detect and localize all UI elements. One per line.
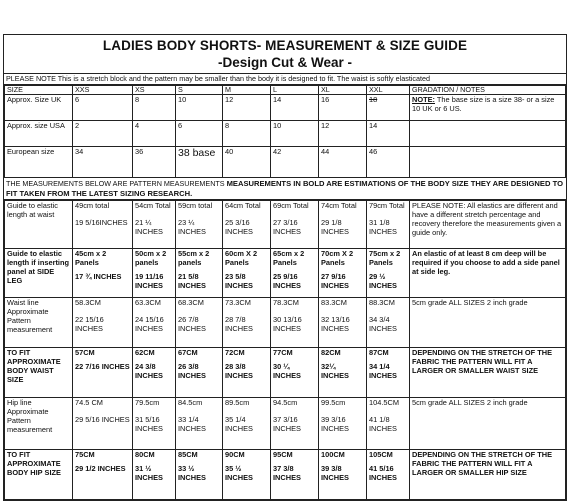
size-guide-sheet xyxy=(3,34,567,501)
note-label: NOTE: xyxy=(412,95,435,104)
row-label: Approx. Size UK xyxy=(5,95,73,121)
header-s: S xyxy=(176,86,223,95)
measurement-cell xyxy=(176,298,223,348)
measurement-cm: 64cm Total xyxy=(225,201,261,210)
measurement-cell xyxy=(367,348,410,398)
measurement-cell xyxy=(271,450,319,500)
measurement-cell xyxy=(133,450,176,500)
measurement-cell xyxy=(319,298,367,348)
measurement-note: DEPENDING ON THE STRETCH OF THE FABRIC THE PATTERN WILL FIT A LARGER OR SMALLER WAIST SIZE xyxy=(410,348,566,398)
measurement-inches: 21 5/8 INCHES xyxy=(178,272,206,290)
measurement-cell xyxy=(223,201,271,249)
measurement-cm: 72CM xyxy=(225,348,245,357)
measurement-cell xyxy=(367,398,410,450)
measurement-inches: 21 ¼ INCHES xyxy=(135,218,163,236)
measurement-cell xyxy=(73,450,133,500)
measurement-cell xyxy=(133,348,176,398)
size-cell: 14 xyxy=(271,95,319,121)
measurement-cell xyxy=(73,201,133,249)
measurement-inches: 33 1/4 INCHES xyxy=(178,415,206,433)
measurement-cm: 95CM xyxy=(273,450,293,459)
measurement-inches: 33 ½ INCHES xyxy=(178,464,206,482)
measurement-inches: 17 ¾ INCHES xyxy=(75,272,122,281)
measurement-label: Guide to elastic length at waist xyxy=(5,201,73,249)
size-cell: 36 xyxy=(133,147,176,178)
measurement-inches: 19 11/16 INCHES xyxy=(135,272,164,290)
measurement-cell xyxy=(176,249,223,298)
measurement-inches: 35 1/4 INCHES xyxy=(225,415,253,433)
size-cell: 10 xyxy=(176,95,223,121)
measurement-cell xyxy=(271,348,319,398)
note-text: The base size is a size 38- or a size 10 UK or 6 US. xyxy=(412,95,555,113)
measurement-inches: 26 3/8 INCHES xyxy=(178,362,206,380)
measurement-cm: 80CM xyxy=(135,450,155,459)
size-cell: 42 xyxy=(271,147,319,178)
measurement-inches: 35 ½ INCHES xyxy=(225,464,253,482)
please-note: PLEASE NOTE This is a stretch block and the pattern may be smaller than the body it is designed to fit. The waist is softly elasticated xyxy=(4,74,566,85)
document-subtitle: -Design Cut & Wear - xyxy=(217,55,352,70)
measurement-inches: 23 ¼ INCHES xyxy=(178,218,206,236)
measurement-label: Guide to elastic length if inserting panel at SIDE LEG xyxy=(5,249,73,298)
measurement-cell xyxy=(271,201,319,249)
measurement-inches: 25 3/16 INCHES xyxy=(225,218,253,236)
size-cell: 46 xyxy=(367,147,410,178)
measurement-cm: 75cm x 2 Panels xyxy=(369,249,401,267)
measurement-inches: 30 13/16 INCHES xyxy=(273,315,302,333)
size-cell: 6 xyxy=(73,95,133,121)
measurement-inches: 28 7/8 INCHES xyxy=(225,315,253,333)
measurement-cm: 84.5cm xyxy=(178,398,203,407)
size-header-row xyxy=(5,86,566,95)
measurement-cell xyxy=(271,249,319,298)
measurements-table xyxy=(4,200,566,500)
measurement-cm: 74cm Total xyxy=(321,201,357,210)
measurement-note: DEPENDING ON THE STRETCH OF THE FABRIC THE PATTERN WILL FIT A LARGER OR SMALLER HIP SIZE xyxy=(410,450,566,500)
measurement-cell xyxy=(133,398,176,450)
measurement-label: Hip line Approximate Pattern measurement xyxy=(5,398,73,450)
measurement-inches: 31 ½ INCHES xyxy=(135,464,163,482)
measurement-inches: 37 3/16 INCHES xyxy=(273,415,301,433)
measurement-cell xyxy=(176,450,223,500)
size-note xyxy=(410,121,566,147)
measurements-banner xyxy=(4,178,566,200)
header-xs: XS xyxy=(133,86,176,95)
size-note xyxy=(410,95,566,121)
measurement-note: PLEASE NOTE: All elastics are different and have a different stretch percentage and recovery therefore the measurements given a guide only. xyxy=(410,201,566,249)
header-xl: XL xyxy=(319,86,367,95)
measurement-cm: 104.5CM xyxy=(369,398,399,407)
measurement-cell xyxy=(319,450,367,500)
measurement-cell xyxy=(319,201,367,249)
measurement-cm: 99.5cm xyxy=(321,398,346,407)
measurement-row xyxy=(5,450,566,500)
measurement-cm: 87CM xyxy=(369,348,389,357)
size-note xyxy=(410,147,566,178)
measurement-inches: 39 3/8 INCHES xyxy=(321,464,349,482)
measurement-inches: 29 1/2 INCHES xyxy=(75,464,126,473)
measurement-cm: 73.3CM xyxy=(225,298,251,307)
measurement-cm: 74.5 CM xyxy=(75,398,103,407)
measurement-inches: 22 15/16 INCHES xyxy=(75,315,104,333)
measurement-inches: 22 7/16 INCHES xyxy=(75,362,130,371)
size-cell: 34 xyxy=(73,147,133,178)
measurement-cm: 77CM xyxy=(273,348,293,357)
measurement-cm: 49cm total xyxy=(75,201,110,210)
measurement-cm: 69cm Total xyxy=(273,201,309,210)
size-cell: 2 xyxy=(73,121,133,147)
size-row-uk xyxy=(5,95,566,121)
measurement-cm: 79cm Total xyxy=(369,201,405,210)
measurement-cm: 83.3CM xyxy=(321,298,347,307)
measurement-row xyxy=(5,201,566,249)
measurement-cell xyxy=(271,398,319,450)
measurement-cell xyxy=(367,298,410,348)
measurement-inches: 27 3/16 INCHES xyxy=(273,218,301,236)
measurement-cm: 78.3CM xyxy=(273,298,299,307)
measurement-note: An elastic of at least 8 cm deep will be required if you choose to add a side panel at side leg. xyxy=(410,249,566,298)
measurement-cm: 65cm x 2 Panels xyxy=(273,249,305,267)
measurement-cell xyxy=(223,298,271,348)
measurement-inches: 24 15/16 INCHES xyxy=(135,315,164,333)
measurement-cell xyxy=(319,249,367,298)
measurement-cell xyxy=(133,298,176,348)
measurement-inches: 32¼ INCHES xyxy=(321,362,349,380)
measurement-cm: 57CM xyxy=(75,348,95,357)
measurement-inches: 27 9/16 INCHES xyxy=(321,272,349,290)
measurement-cm: 70cm X 2 Panels xyxy=(321,249,354,267)
banner-bold-text: MEASUREMENTS IN BOLD ARE ESTIMATIONS OF THE BODY SIZE THEY ARE DESIGNED TO FIT TAKEN FROM THE LATEST SIZING RESEARCH. xyxy=(6,179,563,198)
measurement-cell xyxy=(223,348,271,398)
measurement-inches: 31 1/8 INCHES xyxy=(369,218,397,236)
size-table xyxy=(4,85,566,178)
size-cell: 10 xyxy=(271,121,319,147)
title-block xyxy=(4,35,566,74)
measurement-note: 5cm grade ALL SIZES 2 inch grade xyxy=(410,298,566,348)
document-title: LADIES BODY SHORTS- MEASUREMENT & SIZE GUIDE xyxy=(102,38,468,53)
measurement-inches: 37 3/8 INCHES xyxy=(273,464,301,482)
measurement-inches: 31 5/16 INCHES xyxy=(135,415,163,433)
measurement-cm: 90CM xyxy=(225,450,245,459)
measurement-inches: 32 13/16 INCHES xyxy=(321,315,350,333)
row-label: European size xyxy=(5,147,73,178)
measurement-cm: 94.5cm xyxy=(273,398,298,407)
header-m: M xyxy=(223,86,271,95)
measurement-cm: 67CM xyxy=(178,348,198,357)
measurement-cm: 62CM xyxy=(135,348,155,357)
measurement-inches: 39 3/16 INCHES xyxy=(321,415,349,433)
measurement-cm: 75CM xyxy=(75,450,95,459)
measurement-cm: 50cm x 2 panels xyxy=(135,249,167,267)
measurement-cell xyxy=(319,348,367,398)
size-cell: 8 xyxy=(223,121,271,147)
measurement-inches: 29 5/16 INCHES xyxy=(75,415,130,424)
measurement-inches: 29 ½ INCHES xyxy=(369,272,397,290)
measurement-row xyxy=(5,348,566,398)
measurement-cm: 79.5cm xyxy=(135,398,160,407)
measurement-inches: 26 7/8 INCHES xyxy=(178,315,206,333)
size-row-usa xyxy=(5,121,566,147)
measurement-inches: 25 9/16 INCHES xyxy=(273,272,301,290)
measurement-note: 5cm grade ALL SIZES 2 inch grade xyxy=(410,398,566,450)
header-size: SIZE xyxy=(5,86,73,95)
measurement-cell xyxy=(319,398,367,450)
header-notes: GRADATION / NOTES xyxy=(410,86,566,95)
measurement-cell xyxy=(176,348,223,398)
size-cell: 8 xyxy=(133,95,176,121)
measurement-row xyxy=(5,398,566,450)
measurement-inches: 23 5/8 INCHES xyxy=(225,272,253,290)
measurement-cm: 55cm x 2 panels xyxy=(178,249,210,267)
measurement-cm: 68.3CM xyxy=(178,298,204,307)
measurement-cm: 63.3CM xyxy=(135,298,161,307)
size-row-european xyxy=(5,147,566,178)
measurement-cell xyxy=(367,249,410,298)
measurement-cell xyxy=(223,450,271,500)
measurement-cm: 58.3CM xyxy=(75,298,101,307)
measurement-row xyxy=(5,298,566,348)
size-cell: 6 xyxy=(176,121,223,147)
measurement-inches: 41 1/8 INCHES xyxy=(369,415,397,433)
measurement-cm: 60cm X 2 Panels xyxy=(225,249,258,267)
measurement-cell xyxy=(223,398,271,450)
measurement-cm: 82CM xyxy=(321,348,341,357)
measurement-cm: 59cm total xyxy=(178,201,213,210)
measurement-cm: 54cm Total xyxy=(135,201,171,210)
measurement-cell xyxy=(133,249,176,298)
measurement-cm: 100CM xyxy=(321,450,345,459)
measurement-cell xyxy=(73,398,133,450)
measurement-cm: 85CM xyxy=(178,450,198,459)
header-l: L xyxy=(271,86,319,95)
row-label: Approx. size USA xyxy=(5,121,73,147)
size-cell: 40 xyxy=(223,147,271,178)
measurement-label: Waist line Approximate Pattern measurement xyxy=(5,298,73,348)
measurement-cell xyxy=(271,298,319,348)
measurement-label: TO FIT APPROXIMATE BODY WAIST SIZE xyxy=(5,348,73,398)
measurement-cell xyxy=(367,201,410,249)
measurement-cell xyxy=(133,201,176,249)
measurement-cm: 45cm x 2 Panels xyxy=(75,249,107,267)
size-cell-base: 38 base xyxy=(176,147,223,178)
size-cell: 16 xyxy=(319,95,367,121)
measurement-inches: 34 1/4 INCHES xyxy=(369,362,397,380)
measurement-cm: 105CM xyxy=(369,450,393,459)
size-cell: 12 xyxy=(319,121,367,147)
measurement-cell xyxy=(73,249,133,298)
measurement-row xyxy=(5,249,566,298)
measurement-cell xyxy=(223,249,271,298)
measurement-inches: 24 3/8 INCHES xyxy=(135,362,163,380)
measurement-inches: 41 5/16 INCHES xyxy=(369,464,397,482)
size-cell: 44 xyxy=(319,147,367,178)
size-cell: 12 xyxy=(223,95,271,121)
measurement-cm: 88.3CM xyxy=(369,298,395,307)
size-cell: 4 xyxy=(133,121,176,147)
measurement-cell xyxy=(176,201,223,249)
measurement-inches: 19 5/16INCHES xyxy=(75,218,128,227)
measurement-inches: 28 3/8 INCHES xyxy=(225,362,253,380)
measurement-cell xyxy=(176,398,223,450)
measurement-inches: 30 ¼ INCHES xyxy=(273,362,301,380)
measurement-cell xyxy=(73,298,133,348)
measurement-label: TO FIT APPROXIMATE BODY HIP SIZE xyxy=(5,450,73,500)
measurement-cell xyxy=(367,450,410,500)
measurement-cm: 89.5cm xyxy=(225,398,250,407)
size-cell: 14 xyxy=(367,121,410,147)
measurement-inches: 34 3/4 INCHES xyxy=(369,315,397,333)
measurement-inches: 29 1/8 INCHES xyxy=(321,218,349,236)
header-xxs: XXS xyxy=(73,86,133,95)
banner-text: THE MEASUREMENTS BELOW ARE PATTERN MEASUREMENTS xyxy=(6,179,227,188)
measurement-cell xyxy=(73,348,133,398)
header-xxl: XXL xyxy=(367,86,410,95)
size-cell: 18 xyxy=(367,95,410,121)
